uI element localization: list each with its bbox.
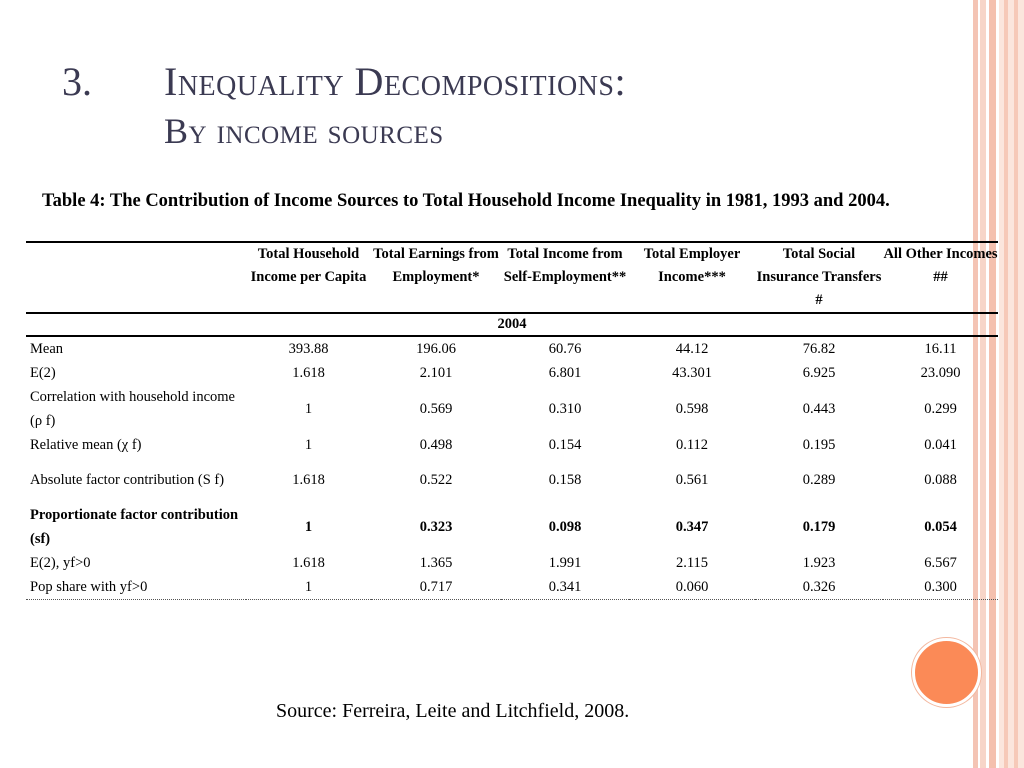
table-cell: 0.060 bbox=[629, 575, 755, 600]
source-note: Source: Ferreira, Leite and Litchfield, 2008. bbox=[276, 700, 630, 722]
income-table bbox=[26, 241, 998, 600]
table-cell: 1.365 bbox=[419, 554, 453, 571]
table-cell: 44.12 bbox=[675, 340, 709, 357]
table-cell: 0.098 bbox=[548, 518, 582, 535]
table-row bbox=[26, 457, 998, 503]
row-label: Correlation with household income (ρ f) bbox=[30, 389, 235, 429]
table-cell: 2.101 bbox=[419, 364, 453, 381]
table-cell: 0.300 bbox=[883, 575, 998, 600]
row-label: Relative mean (χ f) bbox=[30, 437, 142, 453]
column-header: All Other Incomes ## bbox=[883, 242, 998, 313]
column-header: Total Employer Income*** bbox=[629, 242, 755, 313]
table-cell: 6.567 bbox=[924, 554, 957, 571]
decor-stripe bbox=[1004, 0, 1008, 768]
table-row bbox=[26, 336, 998, 361]
table-row bbox=[26, 551, 998, 575]
table-row bbox=[26, 503, 998, 551]
row-label: E(2), yf>0 bbox=[30, 555, 91, 571]
table-cell: 0.323 bbox=[419, 518, 453, 535]
table-cell: 0.498 bbox=[419, 436, 453, 453]
table-cell: 0.041 bbox=[924, 436, 957, 453]
table-cell: 1.618 bbox=[292, 471, 325, 488]
table-row bbox=[26, 385, 998, 433]
table-cell: 23.090 bbox=[920, 364, 961, 381]
table-cell: 0.310 bbox=[548, 400, 582, 417]
table-cell: 0.112 bbox=[675, 436, 709, 453]
table-cell: 0.195 bbox=[802, 436, 836, 453]
table-header bbox=[26, 242, 998, 313]
decor-stripe bbox=[999, 0, 1024, 768]
table-cell: 1 bbox=[304, 436, 313, 453]
table-cell: 0.088 bbox=[924, 471, 957, 488]
column-header: Total Earnings from Employment* bbox=[371, 242, 501, 313]
table-caption: Table 4: The Contribution of Income Sources to Total Household Income Inequality in 1981, 1993 and 2004. bbox=[42, 191, 890, 211]
table-cell: 76.82 bbox=[802, 340, 836, 357]
table-cell: 1 bbox=[304, 400, 313, 417]
table-row bbox=[26, 361, 998, 385]
table-cell: 1 bbox=[304, 518, 313, 535]
row-label: Mean bbox=[30, 341, 64, 357]
table-cell: 0.561 bbox=[675, 471, 709, 488]
table-cell: 393.88 bbox=[288, 340, 329, 357]
table-cell: 60.76 bbox=[548, 340, 582, 357]
table-cell: 0.289 bbox=[802, 471, 836, 488]
table-cell: 0.154 bbox=[548, 436, 582, 453]
table-cell: 0.158 bbox=[548, 471, 582, 488]
table-cell: 0.326 bbox=[755, 575, 883, 600]
table-cell: 2.115 bbox=[675, 554, 709, 571]
table-row bbox=[26, 433, 998, 457]
column-header: Total Household Income per Capita bbox=[246, 242, 371, 313]
column-header bbox=[26, 242, 246, 313]
table-cell: 0.341 bbox=[501, 575, 629, 600]
table-cell: 0.443 bbox=[802, 400, 836, 417]
table-cell: 1.923 bbox=[802, 554, 836, 571]
column-header: Total Income from Self-Employment** bbox=[501, 242, 629, 313]
table-cell: 1.618 bbox=[292, 364, 325, 381]
table-cell: 1 bbox=[246, 575, 371, 600]
table-cell: 0.569 bbox=[419, 400, 453, 417]
table-cell: 1.991 bbox=[548, 554, 582, 571]
row-label: Absolute factor contribution (S f) bbox=[30, 472, 225, 488]
table-cell: 0.299 bbox=[924, 400, 957, 417]
table-cell: 6.801 bbox=[548, 364, 582, 381]
year-row bbox=[26, 313, 998, 336]
table-cell: 6.925 bbox=[802, 364, 836, 381]
table-cell: 0.179 bbox=[802, 518, 836, 535]
slide-number: 3. bbox=[62, 59, 92, 104]
table-row bbox=[26, 575, 998, 600]
decor-circle bbox=[912, 638, 981, 707]
slide-subtitle: By income sources bbox=[164, 111, 444, 151]
table-cell: 196.06 bbox=[416, 340, 456, 357]
table-cell: 43.301 bbox=[672, 364, 712, 381]
decor-stripe bbox=[1014, 0, 1018, 768]
row-label: Pop share with yf>0 bbox=[26, 575, 246, 600]
table-cell: 0.522 bbox=[419, 471, 453, 488]
table-cell: 0.598 bbox=[675, 400, 709, 417]
table-cell: 0.717 bbox=[371, 575, 501, 600]
table-cell: 0.347 bbox=[675, 518, 709, 535]
column-header: Total Social Insurance Transfers # bbox=[755, 242, 883, 313]
year-label: 2004 bbox=[26, 313, 998, 336]
slide-title: Inequality Decompositions: bbox=[164, 59, 627, 104]
table-cell: 1.618 bbox=[292, 554, 325, 571]
table-cell: 16.11 bbox=[924, 340, 957, 357]
row-label: Proportionate factor contribution (sf) bbox=[30, 507, 239, 547]
row-label: E(2) bbox=[30, 365, 56, 381]
table-cell: 0.054 bbox=[924, 518, 957, 535]
